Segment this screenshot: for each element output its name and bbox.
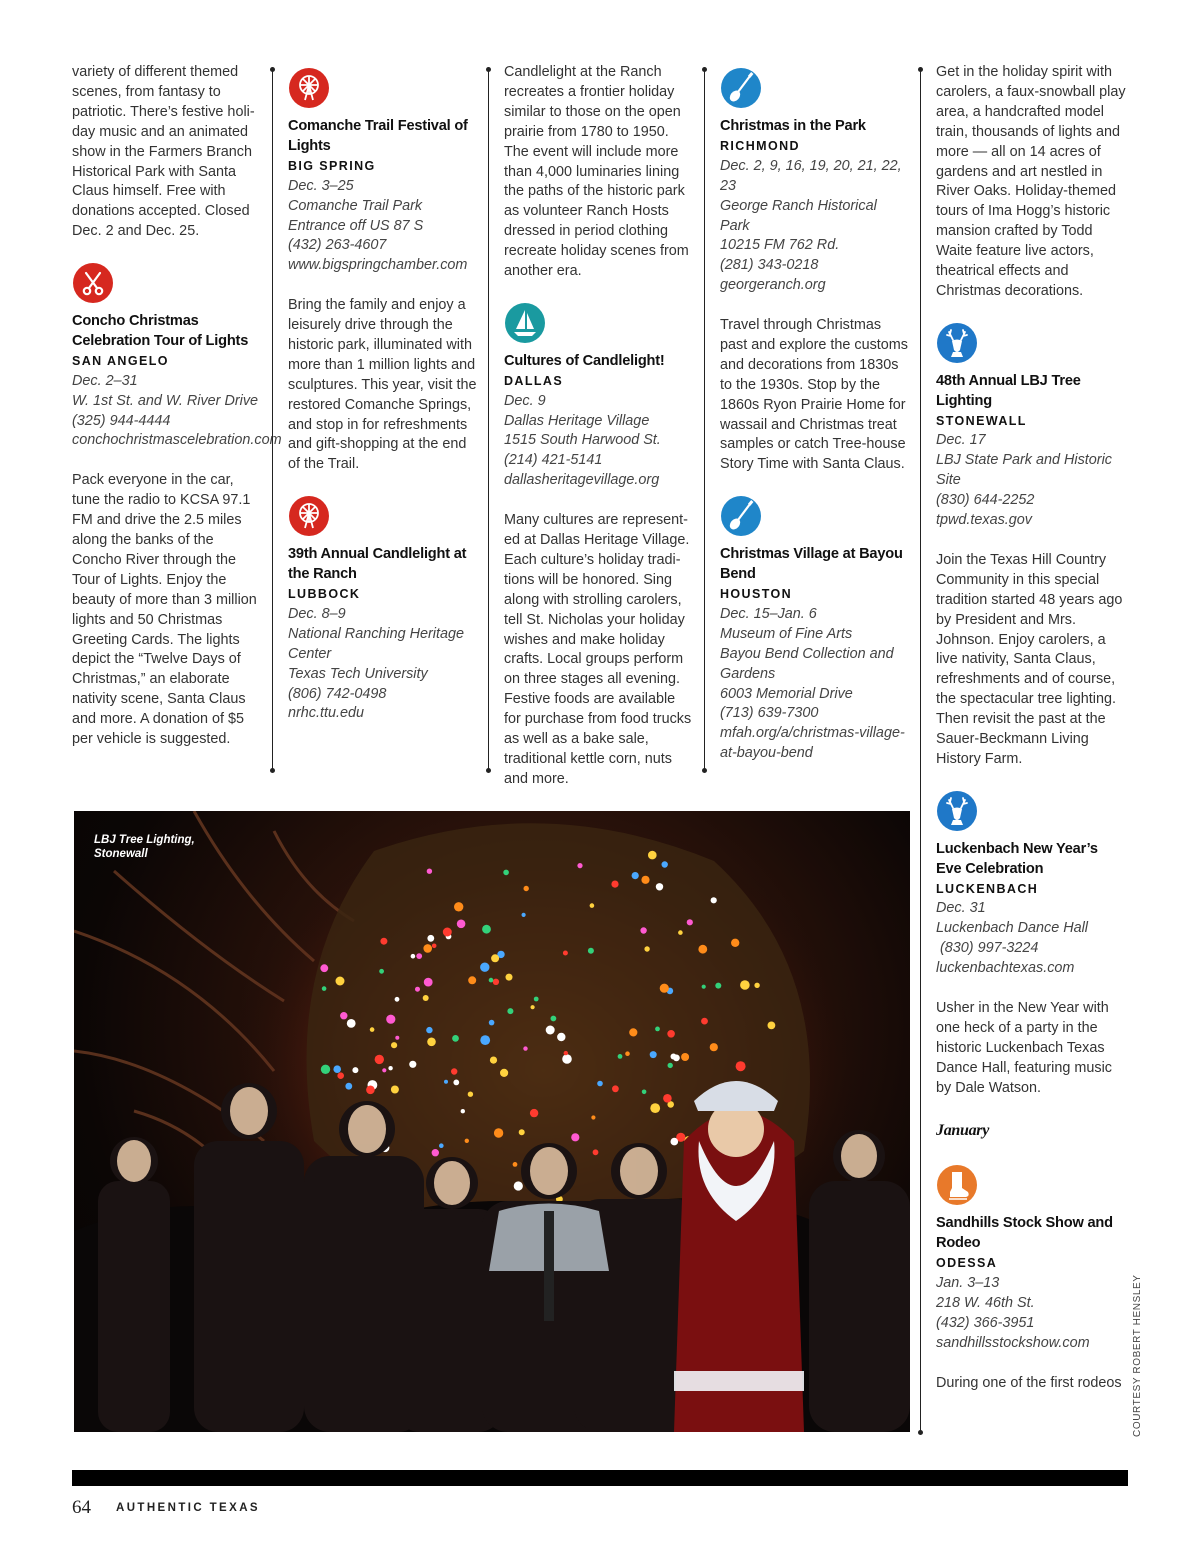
tree-light xyxy=(571,1133,579,1141)
event-phone: (713) 639-7300 xyxy=(720,705,819,722)
tree-light xyxy=(524,886,529,891)
guitar-icon xyxy=(720,67,762,109)
tree-light xyxy=(366,1086,375,1095)
tree-light xyxy=(687,919,693,925)
event-dates: Dec. 15–Jan. 6 xyxy=(720,605,817,622)
event-description: Join the Texas Hill Country Community in this special tradition started 48 years ago by President and Mrs. Johnson. Enjoy carolers, a live nativity, Santa Claus, refreshments and of course, the spectacular tree lighting. Then revisit the past at the Sauer-Beckmann Living History Farm. xyxy=(936,551,1123,767)
tree-light xyxy=(660,984,669,993)
event-dates: Dec. 2–31 xyxy=(72,372,138,389)
event-website[interactable]: georgeranch.org xyxy=(720,277,826,294)
page-number: 64 xyxy=(72,1497,91,1518)
tree-light xyxy=(668,1063,673,1068)
tree-light xyxy=(416,953,422,959)
event-location: LBJ State Park and Historic Site xyxy=(936,452,1112,489)
tree-light xyxy=(640,927,646,933)
event-lbj-tree-lighting xyxy=(936,322,1126,531)
tree-light xyxy=(452,1035,459,1042)
event-luckenbach-new-years xyxy=(936,790,1126,979)
guitar-icon xyxy=(720,495,762,537)
tree-light xyxy=(715,983,721,989)
tree-light xyxy=(432,944,437,949)
tree-light xyxy=(503,870,509,876)
event-description: Travel through Christmas past and explore the customs and decorations from 1830s to the 1930s. Stop by the 1860s Ryon Prairie Home for wassail and Christmas treat samples or catch Tree-house Story Time with Santa Claus. xyxy=(720,317,908,473)
column-divider xyxy=(272,70,273,770)
tree-light xyxy=(671,1138,679,1146)
event-description: Usher in the New Year with one heck of a party in the historic Luckenbach Texas Dance Hall, featuring music by Dale Watson. xyxy=(936,1000,1112,1096)
tree-light xyxy=(415,987,420,992)
lbj-tree-lighting-photo xyxy=(74,811,910,1432)
tree-light xyxy=(380,938,387,945)
event-city: RICHMOND xyxy=(720,138,800,153)
tree-light xyxy=(593,1149,599,1155)
tree-light xyxy=(698,945,707,954)
tree-light xyxy=(480,1035,490,1045)
column-2 xyxy=(288,63,478,744)
event-location: Texas Tech University xyxy=(288,665,428,682)
event-title: Christmas Village at Bayou Bend xyxy=(720,546,903,583)
tree-light xyxy=(493,979,499,985)
tree-light xyxy=(453,1080,459,1086)
tree-light xyxy=(494,1128,503,1137)
event-location: Entrance off US 87 S xyxy=(288,217,424,234)
tree-light xyxy=(500,1069,508,1077)
tree-light xyxy=(386,1015,395,1024)
tree-light xyxy=(370,1027,375,1032)
event-address: 10215 FM 762 Rd. xyxy=(720,237,840,254)
tree-light xyxy=(345,1083,352,1090)
tree-light xyxy=(612,1085,619,1092)
tree-light xyxy=(375,1055,384,1064)
event-location: Dallas Heritage Village xyxy=(504,412,650,429)
tree-light xyxy=(678,930,683,935)
tree-light xyxy=(702,985,706,989)
tree-light xyxy=(336,977,345,986)
event-title: Christmas in the Park xyxy=(720,118,866,134)
event-city: SAN ANGELO xyxy=(72,353,169,368)
tree-light xyxy=(391,1042,397,1048)
event-city: LUBBOCK xyxy=(288,587,361,601)
event-phone: (325) 944-4444 xyxy=(72,412,171,429)
tree-light xyxy=(731,939,739,947)
tree-light xyxy=(489,1020,495,1026)
event-title: 48th Annual LBJ Tree Lighting xyxy=(936,372,1081,409)
tree-light xyxy=(650,1051,657,1058)
deer-icon xyxy=(936,790,978,832)
column-4 xyxy=(720,63,910,784)
tree-light xyxy=(427,935,434,942)
event-title: 39th Annual Candlelight at the Ranch xyxy=(288,546,467,583)
column-3 xyxy=(504,63,694,790)
event-candlelight-ranch xyxy=(288,495,478,724)
tree-light xyxy=(754,983,759,988)
event-title: Cultures of Candlelight! xyxy=(504,352,665,369)
tree-light xyxy=(546,1026,555,1035)
event-website[interactable]: tpwd.texas.gov xyxy=(936,512,1032,529)
tree-light xyxy=(656,883,663,890)
tree-light xyxy=(671,1054,677,1060)
event-description: Pack everyone in the car, tune the radio to KCSA 97.1 FM and drive the 2.5 miles along the banks of the Concho River through the Tour of Lights. Enjoy the beauty of more than 3 million lights and 50 Christmas Greeting Cards. The lights depict the “Twelve Days of Christmas,” an elaborate nativity scene, Santa Claus and more. A donation of $5 per vehicle is suggested. xyxy=(72,472,257,748)
tree-light xyxy=(632,872,639,879)
event-comanche-trail xyxy=(288,67,478,276)
event-address: 218 W. 46th St. xyxy=(936,1295,1035,1312)
tree-light xyxy=(451,1068,457,1074)
tree-light xyxy=(644,946,649,951)
event-christmas-village-bayou-bend xyxy=(720,495,910,764)
event-dates: Dec. 3–25 xyxy=(288,177,354,194)
event-location: National Ranching Heritage Center xyxy=(288,625,464,662)
tree-light xyxy=(736,1061,746,1071)
tree-light xyxy=(427,1038,436,1047)
event-phone: (281) 343-0218 xyxy=(720,257,819,274)
tree-light xyxy=(490,1057,497,1064)
event-phone: (830) 644-2252 xyxy=(936,492,1035,509)
event-phone: (214) 421-5141 xyxy=(504,452,603,469)
event-dates: Dec. 17 xyxy=(936,432,986,449)
event-phone: (432) 263-4607 xyxy=(288,237,387,254)
tree-light xyxy=(563,951,568,956)
column-divider xyxy=(488,70,489,770)
tree-light xyxy=(395,997,400,1002)
tree-light xyxy=(321,1065,330,1074)
event-website[interactable]: sandhillsstockshow.com xyxy=(936,1334,1090,1351)
tree-light xyxy=(352,1067,358,1073)
tree-light xyxy=(320,964,328,972)
tree-light xyxy=(444,1080,448,1084)
tree-light xyxy=(648,851,657,860)
scissors-icon xyxy=(72,262,114,304)
deer-icon xyxy=(936,322,978,364)
event-website[interactable]: conchochristmascelebration.com xyxy=(72,432,282,449)
tree-light xyxy=(663,1094,672,1103)
article-text: Get in the holiday spirit with carolers, a faux-snowball play area, a handcrafted model train, thousands of lights and more — all on 14 acres of gardens and art nestled in River Oaks. Holiday-themed tours of Ima Hogg’s historic mansion crafted by Todd Waite feature live actors, theatrical effects and Christmas decorations. xyxy=(936,64,1126,299)
tree-light xyxy=(551,1016,557,1022)
event-phone: (830) 997-3224 xyxy=(936,940,1039,957)
tree-light xyxy=(468,976,476,984)
footer-rule xyxy=(72,1470,1128,1486)
tree-light xyxy=(625,1051,630,1056)
tree-light xyxy=(662,861,668,867)
tree-light xyxy=(468,1092,473,1097)
event-city: STONEWALL xyxy=(936,413,1027,428)
tree-light xyxy=(519,1129,525,1135)
event-location: George Ranch Historical Park xyxy=(720,197,877,234)
event-sandhills-stock-show xyxy=(936,1164,1126,1353)
tree-light xyxy=(711,897,717,903)
tree-light xyxy=(347,1019,356,1028)
tree-light xyxy=(531,1005,535,1009)
tree-light xyxy=(423,944,432,953)
tree-light xyxy=(337,1072,344,1079)
column-5 xyxy=(936,63,1126,1394)
event-city: ODESSA xyxy=(936,1256,998,1271)
tree-light xyxy=(629,1028,637,1036)
event-phone: (806) 742-0498 xyxy=(288,685,387,702)
sailboat-icon xyxy=(504,302,546,344)
event-title: Luckenbach New Year’s Eve Celebration xyxy=(936,840,1098,877)
column-1 xyxy=(72,63,282,750)
tree-light xyxy=(588,948,594,954)
ferris-wheel-icon xyxy=(288,67,330,109)
tree-light xyxy=(409,1061,416,1068)
tree-light xyxy=(534,997,539,1002)
event-dates: Jan. 3–13 xyxy=(936,1275,1000,1292)
event-location: Luckenbach Dance Hall xyxy=(936,920,1088,937)
event-title: Concho Christmas Celebration Tour of Lights xyxy=(72,313,249,349)
column-divider xyxy=(704,70,705,770)
tree-light xyxy=(740,980,750,990)
event-dates: Dec. 2, 9, 16, 19, 20, 21, 22, 23 xyxy=(720,157,902,194)
tree-light xyxy=(513,1162,518,1167)
column-divider xyxy=(920,70,921,1432)
event-title: Comanche Trail Festival of Lights xyxy=(288,118,468,154)
tree-light xyxy=(611,881,618,888)
tree-light xyxy=(443,928,452,937)
tree-light xyxy=(426,1027,432,1033)
tree-light xyxy=(506,974,513,981)
tree-light xyxy=(507,1008,513,1014)
event-address: 6003 Memorial Drive xyxy=(720,685,853,702)
event-website[interactable]: dallasheritagevillage.org xyxy=(504,472,660,489)
tree-light xyxy=(597,1081,603,1087)
month-heading: January xyxy=(936,1121,990,1139)
tree-light xyxy=(432,1149,439,1156)
event-description: During one of the first rodeos xyxy=(936,1374,1122,1391)
event-title: Sandhills Stock Show and Rodeo xyxy=(936,1215,1113,1252)
tree-light xyxy=(391,1086,399,1094)
event-website[interactable]: mfah.org/a/christmas-village-at-bayou-bend xyxy=(720,725,905,762)
event-website[interactable]: www.bigspringchamber.com xyxy=(288,257,468,274)
event-cultures-candlelight xyxy=(504,302,694,491)
ferris-wheel-icon xyxy=(288,495,330,537)
photo-credit: COURTESY ROBERT HENSLEY xyxy=(1132,1274,1143,1437)
tree-light xyxy=(489,978,494,983)
tree-light xyxy=(590,903,595,908)
article-text: Candlelight at the Ranch recreates a frontier holiday similar to those on the open prairie from 1780 to 1950. The event will include more than 4,000 luminaries lining the paths of the historic park as volunteer Ranch Hosts dressed in period clothing recreate holiday scenes from another era. xyxy=(504,64,689,280)
event-phone: (432) 366-3951 xyxy=(936,1314,1035,1331)
event-location: Bayou Bend Collection and Gardens xyxy=(720,645,894,682)
tree-light xyxy=(322,986,327,991)
tree-light xyxy=(395,1036,399,1040)
event-city: HOUSTON xyxy=(720,587,793,601)
tree-light xyxy=(667,1030,675,1038)
event-address: 1515 South Harwood St. xyxy=(504,432,661,449)
event-city: DALLAS xyxy=(504,373,564,388)
boot-icon xyxy=(936,1164,978,1206)
event-description: Bring the family and enjoy a leisurely drive through the historic park, illuminated with more than 1 million lights and sculptures. This year, visit the restored Comanche Springs, and stop in for refreshments and gift-shopping at the end of the Trail. xyxy=(288,297,477,473)
photo-illustration xyxy=(74,811,910,1432)
tree-light xyxy=(461,1109,465,1113)
photo-caption: LBJ Tree Lighting, Stonewall xyxy=(94,834,195,860)
tree-light xyxy=(423,995,429,1001)
event-concho-christmas xyxy=(72,262,282,451)
tree-light xyxy=(333,1065,341,1073)
tree-light xyxy=(522,913,526,917)
event-city: LUCKENBACH xyxy=(936,881,1039,896)
tree-light xyxy=(530,1109,538,1117)
tree-light xyxy=(557,1033,565,1041)
tree-light xyxy=(514,1181,523,1190)
tree-light xyxy=(710,1043,718,1051)
event-location: Museum of Fine Arts xyxy=(720,625,853,642)
tree-light xyxy=(480,963,489,972)
event-dates: Dec. 9 xyxy=(504,392,546,409)
tree-light xyxy=(427,869,432,874)
event-website[interactable]: luckenbachtexas.com xyxy=(936,960,1075,977)
tree-light xyxy=(491,954,499,962)
tree-light xyxy=(465,1139,469,1143)
tree-light xyxy=(591,1115,595,1119)
event-dates: Dec. 8–9 xyxy=(288,605,346,622)
tree-light xyxy=(650,1103,660,1113)
tree-light xyxy=(424,978,433,987)
tree-light xyxy=(457,920,466,929)
tree-light xyxy=(411,954,416,959)
tree-light xyxy=(523,1046,527,1050)
event-location: W. 1st St. and W. River Drive xyxy=(72,392,259,409)
tree-light xyxy=(655,1027,660,1032)
tree-light xyxy=(482,925,491,934)
event-dates: Dec. 31 xyxy=(936,900,986,917)
tree-light xyxy=(681,1053,689,1061)
event-website[interactable]: nrhc.ttu.edu xyxy=(288,705,365,722)
tree-light xyxy=(340,1012,347,1019)
tree-light xyxy=(454,902,463,911)
article-text: variety of different themed scenes, from fantasy to patriotic. There’s festive holiday music and an animated show in the Farmers Branch Historical Park with Santa Claus himself. Free with donations accepted. Closed Dec. 2 and Dec. 25. xyxy=(72,64,255,240)
tree-light xyxy=(577,863,582,868)
event-christmas-park xyxy=(720,67,910,296)
section-name: AUTHENTIC TEXAS xyxy=(116,1502,260,1514)
event-location: Comanche Trail Park xyxy=(288,197,423,214)
tree-light xyxy=(642,1090,647,1095)
tree-light xyxy=(562,1054,572,1064)
tree-light xyxy=(379,969,384,974)
tree-light xyxy=(382,1068,386,1072)
event-description: Many cultures are represented at Dallas Heritage Village. Each culture’s holiday traditions will be honored. Sing along with strolling carolers, tell St. Nicholas your holiday wishes and make holiday crafts. Local groups perform on three stages all evening. Festive foods are available for purchase from food trucks as well as a bake sale, traditional kettle corn, nuts and more. xyxy=(504,512,692,787)
event-city: BIG SPRING xyxy=(288,158,376,173)
tree-light xyxy=(768,1022,776,1030)
tree-light xyxy=(388,1066,392,1070)
tree-light xyxy=(618,1054,623,1059)
tree-light xyxy=(439,1143,444,1148)
tree-light xyxy=(564,1051,568,1055)
tree-light xyxy=(701,1018,708,1025)
tree-light xyxy=(641,876,649,884)
